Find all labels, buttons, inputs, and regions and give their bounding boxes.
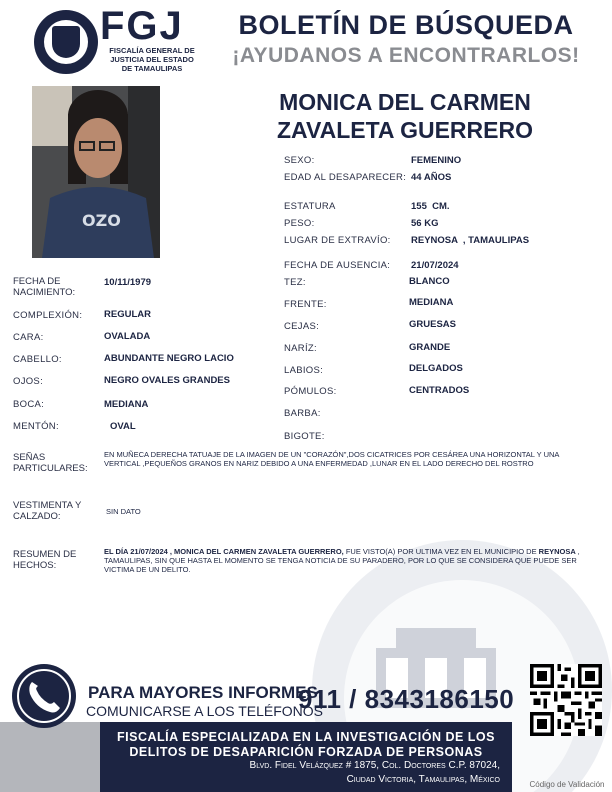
phone-number: 911 / 8343186150 bbox=[298, 684, 515, 714]
estatura-value: 155 CM. bbox=[411, 201, 450, 212]
ojos-value: NEGRO OVALES GRANDES bbox=[104, 375, 230, 386]
fgj-logo-icon bbox=[34, 10, 98, 74]
resumen-label: RESUMEN DE HECHOS: bbox=[13, 549, 77, 571]
phone-icon bbox=[12, 664, 76, 728]
logo-subtitle: FISCALÍA GENERAL DE JUSTICIA DEL ESTADO DE TAMAULIPAS bbox=[109, 46, 195, 73]
cara-value: OVALADA bbox=[104, 331, 151, 342]
person-photo bbox=[32, 86, 160, 258]
boca-value: MEDIANA bbox=[104, 399, 149, 410]
person-name bbox=[250, 88, 560, 144]
barba-label: BARBA: bbox=[284, 408, 321, 419]
cabello-value: ABUNDANTE NEGRO LACIO bbox=[104, 353, 234, 364]
menton-label: MENTÓN: bbox=[13, 421, 59, 432]
boca-label: BOCA: bbox=[13, 399, 45, 410]
agency-line2: DELITOS DE DESAPARICIÓN FORZADA DE PERSONAS bbox=[129, 745, 483, 759]
pomulos-label: PÓMULOS: bbox=[284, 386, 337, 397]
address-line1: Blvd. Fidel Velázquez # 1875, Col. Doctores C.P. 87024, bbox=[249, 760, 500, 771]
menton-value: OVAL bbox=[110, 421, 136, 432]
resumen-part1: EL DÍA 21/07/2024 , MONICA DEL CARMEN ZAVALETA GUERRERO, bbox=[104, 547, 344, 556]
qr-code-icon[interactable] bbox=[530, 664, 602, 736]
senas-value: EN MUÑECA DERECHA TATUAJE DE LA IMAGEN DE UN "CORAZÓN",DOS CICATRICES POR CESÁREA UNA HORIZONTAL Y UNA VERTICAL ,PEQUEÑOS GRANOS EN NARIZ DEBIDO A UNA ENFERMEDAD ,LUNAR EN EL LADO DERECHO DEL ROSTRO bbox=[104, 450, 559, 468]
cejas-label: CEJAS: bbox=[284, 321, 320, 332]
info-line2: COMUNICARSE A LOS TELÉFONOS bbox=[86, 703, 324, 719]
resumen-part3: REYNOSA bbox=[538, 547, 578, 556]
estatura-label: ESTATURA bbox=[284, 201, 336, 212]
person-name-line2: ZAVALETA GUERRERO bbox=[277, 117, 533, 143]
resumen-part2: FUE VISTO(A) POR ULTIMA VEZ EN EL MUNICIPIO DE bbox=[343, 547, 539, 556]
lugar-value: REYNOSA , TAMAULIPAS bbox=[411, 235, 530, 246]
tez-value: BLANCO bbox=[409, 276, 450, 287]
nacimiento-label: FECHA DE NACIMIENTO: bbox=[13, 276, 76, 298]
frente-value: MEDIANA bbox=[409, 297, 454, 308]
sexo-value: FEMENINO bbox=[411, 155, 462, 166]
nacimiento-value: 10/11/1979 bbox=[104, 277, 152, 288]
fecha-ausencia-value: 21/07/2024 bbox=[411, 260, 459, 271]
agency-line1: FISCALÍA ESPECIALIZADA EN LA INVESTIGACIÓN DE LOS bbox=[117, 730, 495, 744]
resumen-part4: , TAMAULIPAS, SIN QUE HASTA EL MOMENTO SE TENGA NOTICIA DE SU PARADERO, POR LO QUE SE CONSIDERA QUE PUEDE SER VICTIMA DE UN DELITO. bbox=[104, 547, 580, 574]
resumen-value bbox=[104, 547, 586, 574]
vestimenta-value: SIN DATO bbox=[106, 507, 141, 516]
labios-label: LABIOS: bbox=[284, 365, 324, 376]
vestimenta-label: VESTIMENTA Y CALZADO: bbox=[13, 500, 82, 522]
edad-value: 44 AÑOS bbox=[411, 172, 452, 183]
cara-label: CARA: bbox=[13, 332, 44, 343]
frente-label: FRENTE: bbox=[284, 299, 327, 310]
bigote-label: BIGOTE: bbox=[284, 431, 325, 442]
senas-label: SEÑAS PARTICULARES: bbox=[13, 452, 88, 474]
peso-label: PESO: bbox=[284, 218, 315, 229]
nariz-label: NARÍZ: bbox=[284, 343, 317, 354]
ojos-label: OJOS: bbox=[13, 376, 44, 387]
info-line1: PARA MAYORES INFORMES, bbox=[88, 683, 323, 702]
edad-label: EDAD AL DESAPARECER: bbox=[284, 172, 407, 183]
sexo-label: SEXO: bbox=[284, 155, 315, 166]
pomulos-value: CENTRADOS bbox=[409, 385, 470, 396]
peso-value: 56 KG bbox=[411, 218, 439, 229]
person-name-line1: MONICA DEL CARMEN bbox=[279, 89, 531, 115]
fecha-ausencia-label: FECHA DE AUSENCIA: bbox=[284, 260, 391, 271]
bulletin-title: BOLETÍN DE BÚSQUEDA bbox=[238, 10, 574, 40]
cejas-value: GRUESAS bbox=[409, 319, 456, 330]
bulletin-subtitle: ¡AYUDANOS A ENCONTRARLOS! bbox=[232, 44, 580, 67]
logo-text: FGJ bbox=[100, 4, 184, 48]
complexion-label: COMPLEXIÓN: bbox=[13, 310, 83, 321]
complexion-value: REGULAR bbox=[104, 309, 151, 320]
qr-caption: Código de Validación bbox=[529, 780, 605, 789]
nariz-value: GRANDE bbox=[409, 342, 451, 353]
tez-label: TEZ: bbox=[284, 277, 306, 288]
lugar-label: LUGAR DE EXTRAVÍO: bbox=[284, 235, 391, 246]
svg-text:OZO: OZO bbox=[82, 211, 121, 230]
labios-value: DELGADOS bbox=[409, 363, 463, 374]
address-line2: Ciudad Victoria, Tamaulipas, México bbox=[346, 774, 500, 785]
cabello-label: CABELLO: bbox=[13, 354, 62, 365]
footer-gray-band bbox=[0, 722, 100, 792]
